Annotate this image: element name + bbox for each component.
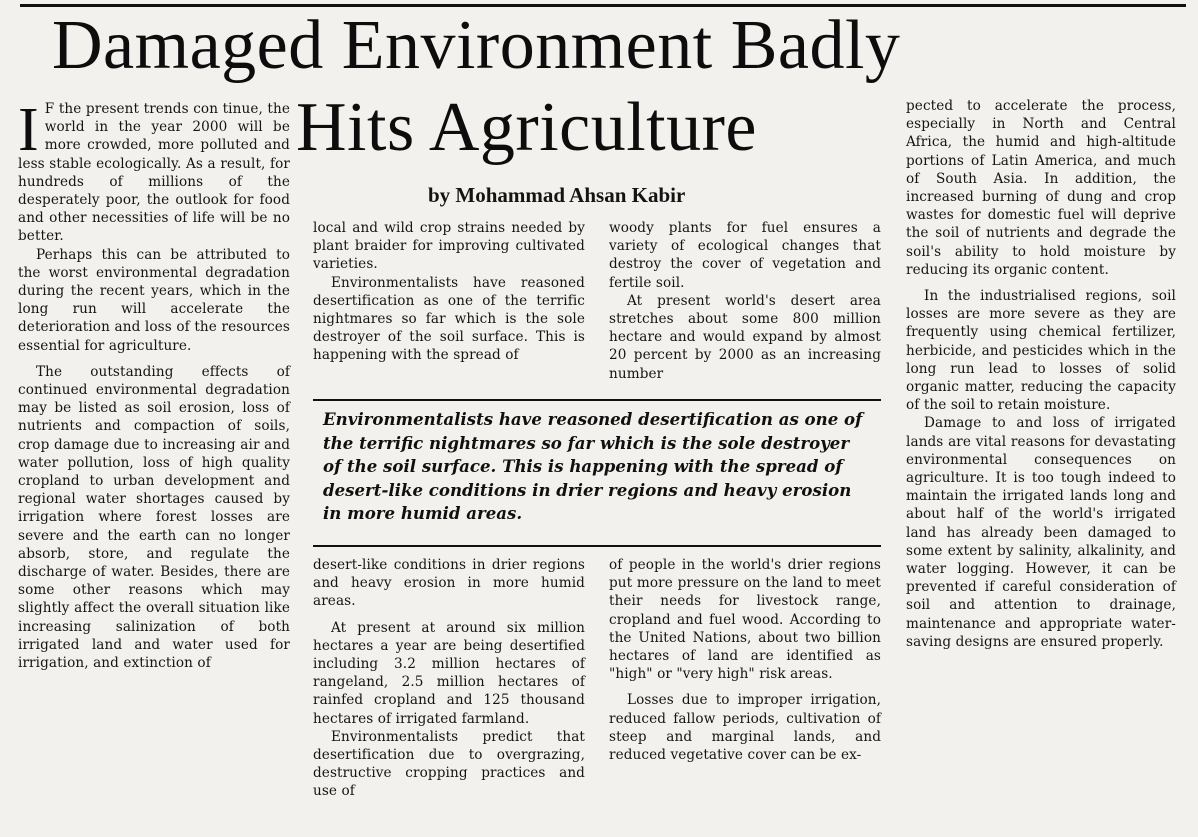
paragraph: of people in the world's drier regions put more pressure on the land to meet their needs for livestock range, cropland and fuel wood. According to the United Nations, about two billion hectares of land are identified as "high" or "very high" risk areas. xyxy=(609,557,881,683)
paragraph: At present at around six million hectares a year are being desertified including 3.2 million hectares of rangeland, 2.5 million hectares of rainfed cropland and 125 thousand hectares of irrigated farmland. xyxy=(313,619,585,727)
opening-text: F the present trends con tinue, the world in the year 2000 will be more crowded, more polluted and less stable ecologically. As a result, for hundreds of millions of the desperately poor, the outlook for food and other necessities of life will be no better. xyxy=(18,101,290,245)
paragraph: Perhaps this can be attributed to the worst environmental degradation during the recent years, which in the long run will accelerate the deterioration and loss of the resources essential for agriculture. xyxy=(18,246,290,354)
paragraph: desert-like conditions in drier regions and heavy erosion in more humid areas. xyxy=(313,557,585,610)
headline-line-1: Damaged Environment Badly xyxy=(52,7,901,84)
pull-quote-rule-bottom xyxy=(313,545,881,547)
byline: by Mohammad Ahsan Kabir xyxy=(428,183,686,207)
pull-quote-rule-top xyxy=(313,399,881,401)
pull-quote: Environmentalists have reasoned desertification as one of the terrific nightmares so far which is the sole destroyer of the soil surface. This is happening with the spread of desert-like conditions in drier regions and heavy erosion in more humid areas. xyxy=(323,409,863,524)
headline-line-2: Hits Agriculture xyxy=(296,89,757,166)
column-3-top xyxy=(609,219,881,383)
column-3-bottom xyxy=(609,556,881,764)
column-1 xyxy=(18,96,290,672)
paragraph: Damage to and loss of irrigated lands are vital reasons for devastating environmental consequences on agriculture. It is too tough indeed to maintain the irrigated lands long and about half of the world's irrigated land has already been damaged to some extent by salinity, alkalinity, and water logging. However, it can be prevented if careful consideration of soil and attention to drainage, maintenance and appropriate water-saving designs are ensured properly. xyxy=(906,415,1176,650)
paragraph: In the industrialised regions, soil losses are more severe as they are frequently using chemical fertilizer, herbicide, and pesticides which in the long run lead to losses of solid organic matter, reducing the capacity of the soil to retain moisture. xyxy=(906,288,1176,414)
paragraph: woody plants for fuel ensures a variety of ecological changes that destroy the cover of vegetation and fertile soil. xyxy=(609,220,881,291)
paragraph-opening xyxy=(18,96,290,246)
paragraph: Losses due to improper irrigation, reduced fallow periods, cultivation of steep and marginal lands, and reduced vegetative cover can be ex- xyxy=(609,692,881,764)
paragraph: At present world's desert area stretches about some 800 million hectare and would expand by almost 20 percent by 2000 as an increasing number xyxy=(609,292,881,382)
paragraph: Environmentalists have reasoned desertification as one of the terrific nightmares so far which is the sole destroyer of the soil surface. This is happening with the spread of xyxy=(313,274,585,364)
column-2-top xyxy=(313,219,585,365)
drop-cap: I xyxy=(18,96,39,164)
paragraph: local and wild crop strains needed by plant braider for improving cultivated varieties. xyxy=(313,220,585,273)
paragraph: pected to accelerate the process, especially in North and Central Africa, the humid and high-altitude portions of Latin America, and much of South Asia. In addition, the increased burning of dung and crop wastes for domestic fuel will deprive the soil of nutrients and degrade the soil's ability to hold moisture by reducing its organic content. xyxy=(906,98,1176,278)
column-4 xyxy=(906,97,1176,651)
column-2-bottom xyxy=(313,556,585,801)
paragraph: Environmentalists predict that desertification due to overgrazing, destructive cropping practices and use of xyxy=(313,728,585,800)
paragraph: The outstanding effects of continued environmental degradation may be listed as soil erosion, loss of nutrients and compaction of soils, crop damage due to increasing air and water pollution, loss of high quality cropland to urban development and regional water shortages caused by irrigation where forest losses are severe and the earth can no longer absorb, store, and regulate the discharge of water. Besides, there are some other reasons which may slightly affect the overall situation like increasing salinization of both irrigated land and water used for irrigation, and extinction of xyxy=(18,363,290,672)
